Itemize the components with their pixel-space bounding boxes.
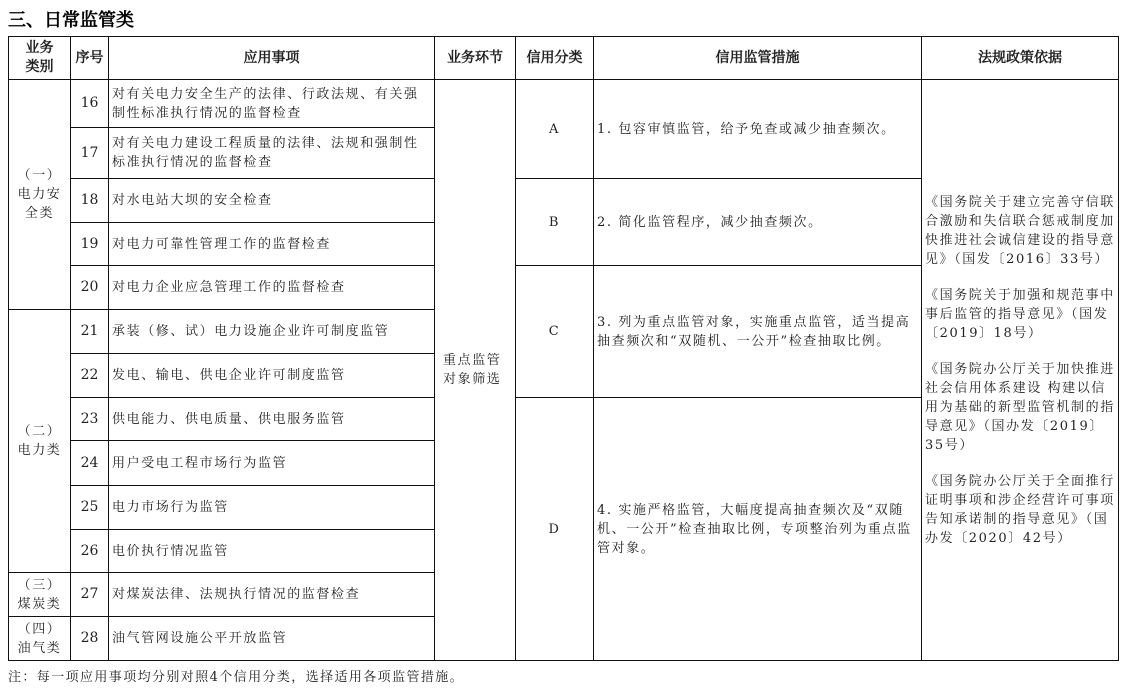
row-seq: 19 (71, 223, 109, 266)
row-item: 对电力可靠性管理工作的监督检查 (109, 223, 435, 266)
table-header-row (9, 37, 1119, 80)
row-seq: 26 (71, 530, 109, 573)
row-seq: 23 (71, 398, 109, 441)
supervision-table (8, 36, 1119, 661)
header-stage: 业务环节 (435, 37, 516, 80)
row-item: 油气管网设施公平开放监管 (109, 617, 435, 661)
stage-cell: 重点监管对象筛选 (435, 80, 516, 661)
basis-item: 《国务院办公厅关于全面推行证明事项和涉企经营许可事项告知承诺制的指导意见》（国办发〔2020〕42号） (925, 473, 1115, 546)
section-title: 三、日常监管类 (8, 10, 134, 31)
row-seq: 22 (71, 354, 109, 398)
grade-cell: B (516, 179, 594, 266)
basis-item: 《国务院办公厅关于加快推进社会信用体系建设 构建以信用为基础的新型监管机制的指导意见》（国办发〔2019〕35号） (925, 361, 1115, 453)
row-seq: 27 (71, 573, 109, 617)
row-item: 对电力企业应急管理工作的监督检查 (109, 266, 435, 310)
table-row (9, 80, 1119, 128)
header-grade: 信用分类 (516, 37, 594, 80)
row-item: 对有关电力安全生产的法律、行政法规、有关强制性标准执行情况的监督检查 (109, 80, 435, 128)
row-seq: 17 (71, 128, 109, 179)
row-seq: 20 (71, 266, 109, 310)
measure-cell: 4. 实施严格监管，大幅度提高抽查频次及“双随机、一公开”检查抽取比例，专项整治列为重点监管对象。 (594, 398, 922, 661)
row-item: 电价执行情况监管 (109, 530, 435, 573)
row-seq: 25 (71, 486, 109, 530)
grade-cell: C (516, 266, 594, 398)
basis-cell (922, 80, 1119, 661)
row-item: 对煤炭法律、法规执行情况的监督检查 (109, 573, 435, 617)
basis-item: 《国务院关于加强和规范事中事后监管的指导意见》（国发〔2019〕18号） (925, 287, 1115, 341)
measure-cell: 1. 包容审慎监管，给予免查或减少抽查频次。 (594, 80, 922, 179)
row-item: 发电、输电、供电企业许可制度监管 (109, 354, 435, 398)
table-note: 注：每一项应用事项均分别对照4个信用分类，选择适用各项监管措施。 (8, 670, 465, 685)
row-item: 对有关电力建设工程质量的法律、法规和强制性标准执行情况的监督检查 (109, 128, 435, 179)
row-seq: 18 (71, 179, 109, 223)
grade-cell: D (516, 398, 594, 661)
measure-cell: 3. 列为重点监管对象，实施重点监管，适当提高抽查频次和“双随机、一公开”检查抽取比例。 (594, 266, 922, 398)
category-cell: （一）电力安全类 (9, 80, 71, 310)
row-item: 电力市场行为监管 (109, 486, 435, 530)
header-basis: 法规政策依据 (922, 37, 1119, 80)
row-item: 用户受电工程市场行为监管 (109, 441, 435, 486)
row-seq: 28 (71, 617, 109, 661)
row-seq: 24 (71, 441, 109, 486)
row-item: 承装（修、试）电力设施企业许可制度监管 (109, 310, 435, 354)
measure-cell: 2. 简化监管程序，减少抽查频次。 (594, 179, 922, 266)
category-cell: （三）煤炭类 (9, 573, 71, 617)
row-seq: 21 (71, 310, 109, 354)
row-seq: 16 (71, 80, 109, 128)
basis-item: 《国务院关于建立完善守信联合激励和失信联合惩戒制度加快推进社会诚信建设的指导意见》（国发〔2016〕33号） (925, 194, 1115, 267)
header-seq: 序号 (71, 37, 109, 80)
grade-cell: A (516, 80, 594, 179)
category-cell: （二）电力类 (9, 310, 71, 573)
header-category: 业务类别 (9, 37, 71, 80)
row-item: 供电能力、供电质量、供电服务监管 (109, 398, 435, 441)
category-cell: （四）油气类 (9, 617, 71, 661)
header-measure: 信用监管措施 (594, 37, 922, 80)
header-item: 应用事项 (109, 37, 435, 80)
row-item: 对水电站大坝的安全检查 (109, 179, 435, 223)
